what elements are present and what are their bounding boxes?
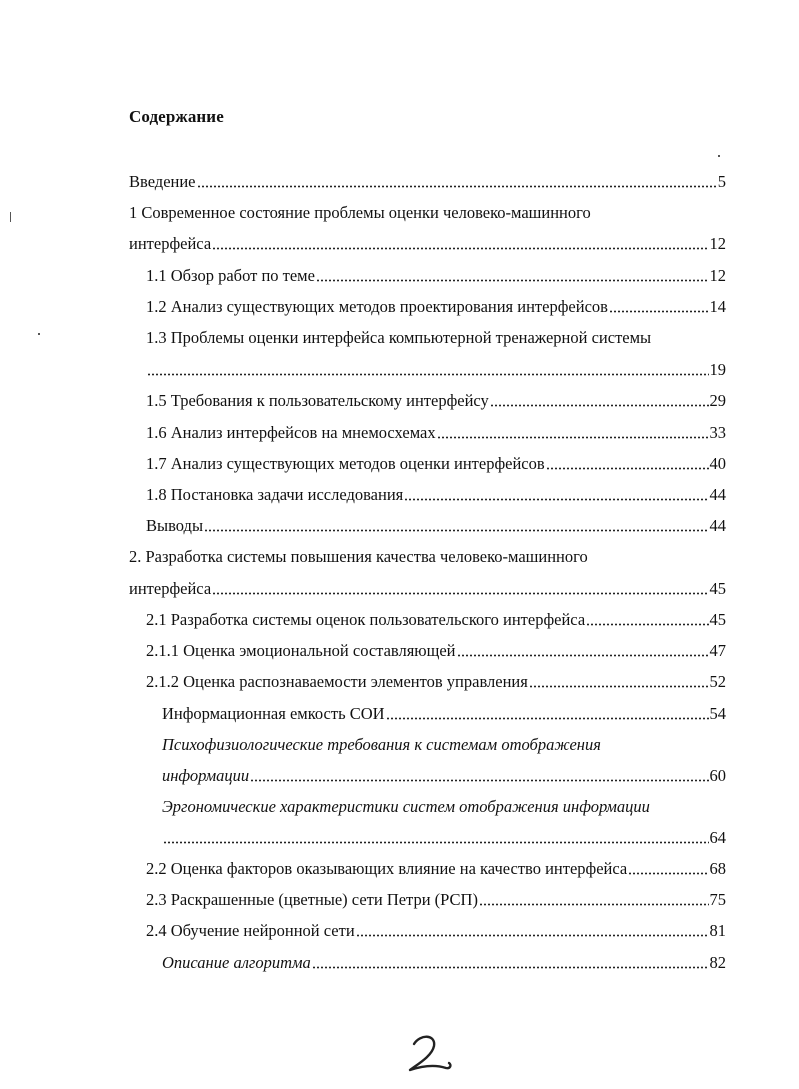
- toc-entry: [129, 201, 591, 225]
- leader-dots: [312, 960, 709, 972]
- toc-entry-page: 12: [709, 266, 726, 285]
- toc-entry: [146, 919, 726, 943]
- toc-entry-text: Информационная емкость СОИ: [162, 704, 385, 723]
- toc-entry-page: 52: [709, 672, 726, 691]
- toc-entry-page: 82: [709, 953, 726, 972]
- toc-entry-text: 2. Разработка системы повышения качества человеко-машинного: [129, 547, 588, 566]
- toc-entry: [146, 358, 726, 382]
- toc-entry-text: информации: [162, 766, 250, 785]
- handwritten-page-number: [400, 1030, 460, 1075]
- toc-entry: [146, 264, 726, 288]
- toc-entry: [146, 608, 726, 632]
- toc-entry-text: 1.8 Постановка задачи исследования: [146, 485, 404, 504]
- toc-entry: [162, 951, 726, 975]
- toc-title: Содержание: [129, 107, 224, 126]
- toc-entry-page: 40: [709, 454, 726, 473]
- toc-entry-text: 1.7 Анализ существующих методов оценки интерфейсов: [146, 454, 545, 473]
- toc-entry: [146, 639, 726, 663]
- toc-entry-page: 33: [709, 423, 726, 442]
- toc-entry-page: 29: [709, 391, 726, 410]
- toc-entry-text: 2.3 Раскрашенные (цветные) сети Петри (РСП): [146, 890, 478, 909]
- toc-entry-text: 1.3 Проблемы оценки интерфейса компьютерной тренажерной системы: [146, 328, 652, 347]
- leader-dots: [197, 179, 717, 191]
- toc-entry-page: 54: [709, 704, 726, 723]
- leader-dots: [212, 241, 708, 253]
- leader-dots: [437, 430, 709, 442]
- toc-entry: [162, 702, 726, 726]
- toc-entry: [162, 733, 601, 757]
- toc-entry-text: 1.1 Обзор работ по теме: [146, 266, 315, 285]
- scan-mark: [10, 212, 11, 222]
- leader-dots: [586, 617, 708, 629]
- toc-entry: [146, 514, 726, 538]
- toc-entry-page: 68: [709, 859, 726, 878]
- toc-entry-page: 44: [709, 516, 726, 535]
- toc-entry: [129, 232, 726, 256]
- leader-dots: [204, 523, 708, 535]
- leader-dots: [404, 492, 708, 504]
- toc-entry: [146, 295, 726, 319]
- leader-dots: [250, 773, 708, 785]
- toc-entry-text: 2.1 Разработка системы оценок пользовательского интерфейса: [146, 610, 586, 629]
- toc-entry-page: 47: [709, 641, 726, 660]
- toc-entry-text: 1.5 Требования к пользовательскому интерфейсу: [146, 391, 489, 410]
- scan-mark: [718, 155, 720, 157]
- toc-entry: [146, 857, 726, 881]
- toc-entry-page: 64: [709, 828, 726, 847]
- toc-entry: [146, 670, 726, 694]
- leader-dots: [609, 304, 709, 316]
- toc-entry: [146, 888, 726, 912]
- toc-entry-text: интерфейса: [129, 234, 212, 253]
- toc-entry: [162, 795, 650, 819]
- toc-entry-page: 5: [717, 172, 726, 191]
- toc-entry-text: 2.1.2 Оценка распознаваемости элементов управления: [146, 672, 528, 691]
- toc-entry: [162, 826, 726, 850]
- leader-dots: [212, 586, 708, 598]
- toc-entry-text: 1.6 Анализ интерфейсов на мнемосхемах: [146, 423, 436, 442]
- toc-entry-page: 14: [709, 297, 726, 316]
- toc-entry-text: интерфейса: [129, 579, 212, 598]
- toc-entry: [146, 326, 651, 350]
- toc-entry-page: 45: [709, 610, 726, 629]
- toc-entry: [129, 170, 726, 194]
- leader-dots: [386, 711, 709, 723]
- leader-dots: [457, 648, 709, 660]
- toc-entry-text: 1.2 Анализ существующих методов проектирования интерфейсов: [146, 297, 608, 316]
- leader-dots: [546, 461, 709, 473]
- toc-entry: [146, 389, 726, 413]
- toc-entry-page: 81: [709, 921, 726, 940]
- toc-entry-page: 75: [709, 890, 726, 909]
- toc-entry-page: 60: [709, 766, 726, 785]
- toc-entry-text: 1 Современное состояние проблемы оценки человеко-машинного: [129, 203, 591, 222]
- toc-entry-text: 2.1.1 Оценка эмоциональной составляющей: [146, 641, 456, 660]
- toc-entry-text: 2.4 Обучение нейронной сети: [146, 921, 355, 940]
- toc-entry: [146, 483, 726, 507]
- scan-mark: [38, 333, 40, 335]
- leader-dots: [147, 367, 709, 379]
- toc-entry-page: 12: [709, 234, 726, 253]
- toc-entry-text: Психофизиологические требования к системам отображения: [162, 735, 601, 754]
- toc-entry-text: Выводы: [146, 516, 204, 535]
- leader-dots: [479, 897, 709, 909]
- toc-entry: [129, 577, 726, 601]
- toc-entry: [162, 764, 726, 788]
- toc-entry-text: Эргономические характеристики систем отображения информации: [162, 797, 650, 816]
- leader-dots: [356, 928, 709, 940]
- toc-entry: [146, 452, 726, 476]
- toc-entry-text: Описание алгоритма: [162, 953, 311, 972]
- toc-entry-page: 45: [709, 579, 726, 598]
- leader-dots: [628, 866, 708, 878]
- toc-entry-text: Введение: [129, 172, 196, 191]
- toc-entry-page: 19: [709, 360, 726, 379]
- leader-dots: [163, 835, 709, 847]
- toc-entry-text: 2.2 Оценка факторов оказывающих влияние на качество интерфейса: [146, 859, 628, 878]
- toc-entry: [146, 421, 726, 445]
- toc-entry-page: 44: [709, 485, 726, 504]
- leader-dots: [529, 679, 709, 691]
- leader-dots: [490, 398, 709, 410]
- toc-entry: [129, 545, 588, 569]
- leader-dots: [316, 273, 709, 285]
